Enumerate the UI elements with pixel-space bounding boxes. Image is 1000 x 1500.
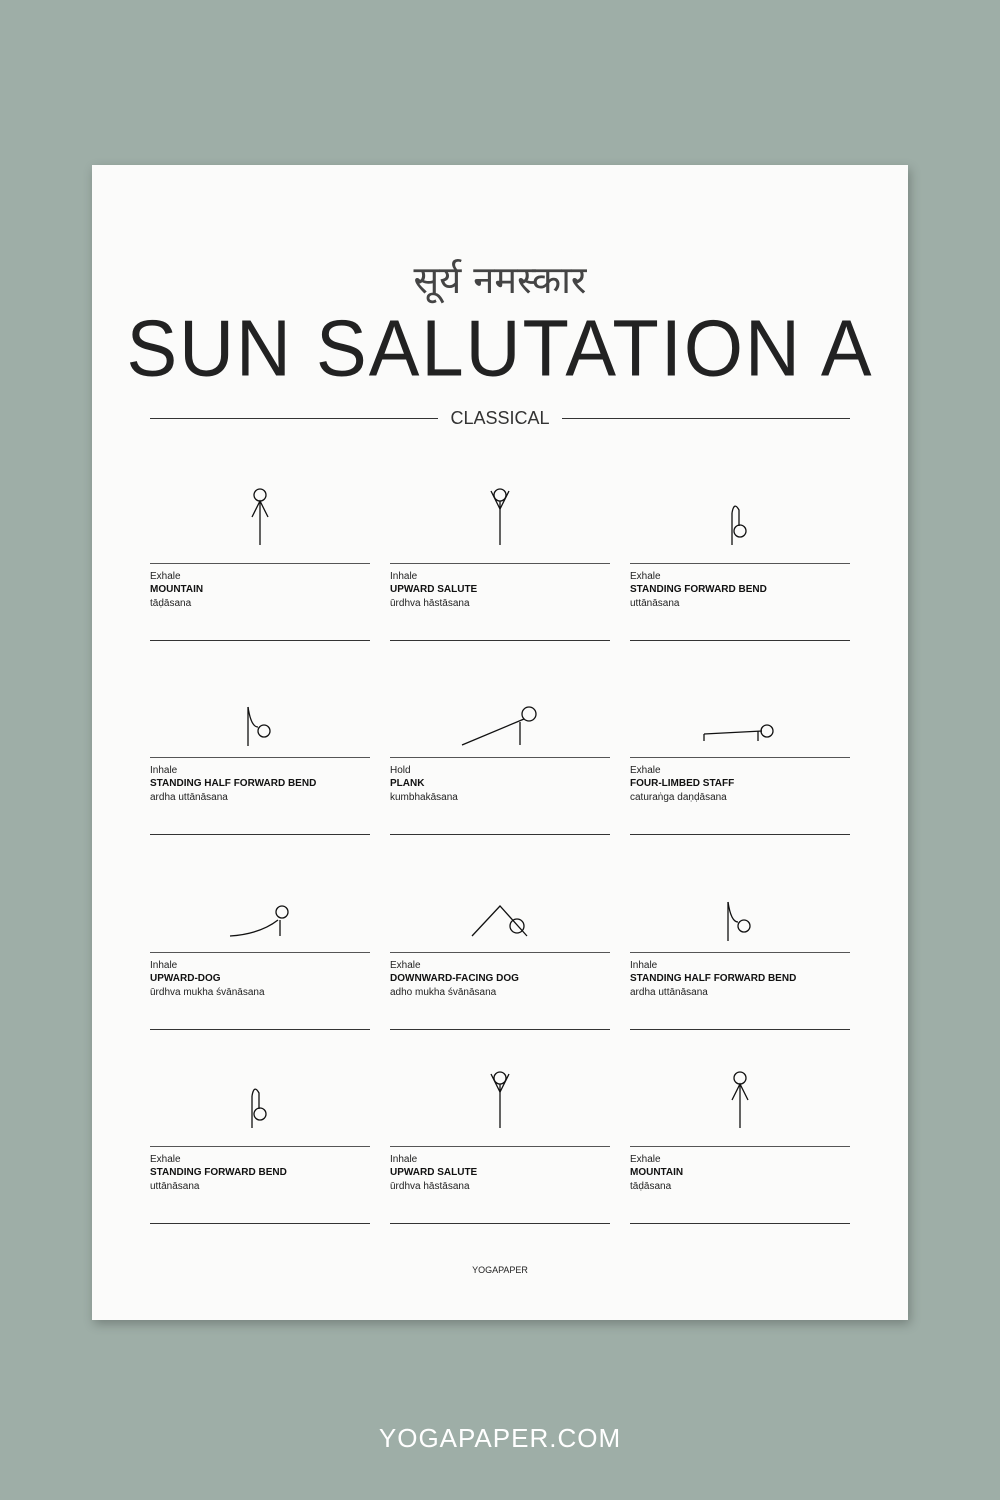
pose-name: UPWARD-DOG: [150, 973, 221, 984]
subtitle: CLASSICAL: [450, 408, 550, 428]
divider: [562, 418, 850, 419]
pose-sanskrit: tāḍāsana: [150, 598, 192, 609]
pose-breath: Hold: [390, 765, 411, 776]
divider: [390, 757, 610, 758]
pose-sanskrit: uttānāsana: [150, 1181, 200, 1192]
pose-card: [150, 854, 370, 1031]
pose-breath: Exhale: [150, 571, 181, 582]
pose-name: MOUNTAIN: [630, 1167, 684, 1178]
divider: [630, 1223, 850, 1224]
pose-sanskrit: tāḍāsana: [630, 1181, 672, 1192]
pose-sanskrit: caturaṅga daṇḍāsana: [630, 792, 727, 803]
pose-sanskrit: ūrdhva hāstāsana: [390, 598, 470, 609]
pose-sanskrit: kumbhakāsana: [390, 792, 458, 803]
pose-name: STANDING HALF FORWARD BEND: [150, 778, 317, 789]
upward-salute-figure-icon: [390, 465, 610, 565]
forward-bend-figure-icon: [630, 465, 850, 565]
half-forward-bend-figure-icon: [150, 659, 370, 759]
divider: [630, 834, 850, 835]
website-label: YOGAPAPER.COM: [378, 1423, 622, 1453]
divider: [150, 757, 370, 758]
downward-dog-figure-icon: [390, 854, 610, 954]
divider: [630, 1146, 850, 1147]
hindi-title: सूर्य नमस्कार: [413, 258, 587, 302]
divider: [150, 834, 370, 835]
pose-card: [630, 1048, 850, 1225]
pose-card: [390, 1048, 610, 1225]
pose-card: [150, 659, 370, 836]
pose-breath: Exhale: [630, 571, 661, 582]
pose-sanskrit: ardha uttānāsana: [150, 792, 228, 803]
pose-name: FOUR-LIMBED STAFF: [630, 778, 735, 789]
forward-bend-figure-icon: [150, 1048, 370, 1148]
divider: [150, 1029, 370, 1030]
pose-sanskrit: adho mukha śvānāsana: [390, 987, 497, 998]
pose-breath: Exhale: [150, 1154, 181, 1165]
four-limbed-staff-figure-icon: [630, 659, 850, 759]
divider: [150, 640, 370, 641]
pose-sanskrit: ūrdhva hāstāsana: [390, 1181, 470, 1192]
pose-breath: Inhale: [390, 1154, 418, 1165]
pose-breath: Exhale: [630, 1154, 661, 1165]
pose-breath: Inhale: [150, 765, 178, 776]
pose-card: [150, 1048, 370, 1225]
pose-name: DOWNWARD-FACING DOG: [390, 973, 519, 984]
divider: [390, 834, 610, 835]
divider: [630, 563, 850, 564]
divider: [390, 1146, 610, 1147]
pose-card: [630, 465, 850, 642]
pose-sanskrit: ūrdhva mukha śvānāsana: [150, 987, 265, 998]
divider: [630, 1029, 850, 1030]
divider: [390, 640, 610, 641]
divider: [150, 563, 370, 564]
divider: [390, 1029, 610, 1030]
pose-breath: Inhale: [390, 571, 418, 582]
subtitle-row: [150, 407, 850, 429]
plank-figure-icon: [390, 659, 610, 759]
mountain-figure-icon: [630, 1048, 850, 1148]
pose-card: [390, 465, 610, 642]
divider: [390, 1223, 610, 1224]
upward-salute-figure-icon: [390, 1048, 610, 1148]
pose-card: [150, 465, 370, 642]
divider: [390, 563, 610, 564]
pose-name: UPWARD SALUTE: [390, 1167, 478, 1178]
divider: [150, 952, 370, 953]
pose-card: [390, 659, 610, 836]
pose-card: [390, 854, 610, 1031]
divider: [150, 1146, 370, 1147]
divider: [630, 757, 850, 758]
pose-breath: Inhale: [150, 960, 178, 971]
pose-breath: Exhale: [390, 960, 421, 971]
upward-dog-figure-icon: [150, 854, 370, 954]
divider: [150, 1223, 370, 1224]
pose-sanskrit: ardha uttānāsana: [630, 987, 708, 998]
divider: [390, 952, 610, 953]
pose-breath: Inhale: [630, 960, 658, 971]
mountain-figure-icon: [150, 465, 370, 565]
pose-name: UPWARD SALUTE: [390, 584, 478, 595]
page-title: SUN SALUTATION A: [126, 303, 874, 394]
poster: [92, 165, 908, 1320]
pose-name: MOUNTAIN: [150, 584, 204, 595]
pose-name: STANDING HALF FORWARD BEND: [630, 973, 797, 984]
pose-name: STANDING FORWARD BEND: [630, 584, 767, 595]
pose-sanskrit: uttānāsana: [630, 598, 680, 609]
pose-breath: Exhale: [630, 765, 661, 776]
brand-label: YOGAPAPER: [472, 1265, 528, 1275]
pose-card: [630, 659, 850, 836]
divider: [630, 952, 850, 953]
divider: [630, 640, 850, 641]
pose-card: [630, 854, 850, 1031]
pose-name: PLANK: [390, 778, 425, 789]
pose-name: STANDING FORWARD BEND: [150, 1167, 287, 1178]
half-forward-bend-figure-icon: [630, 854, 850, 954]
